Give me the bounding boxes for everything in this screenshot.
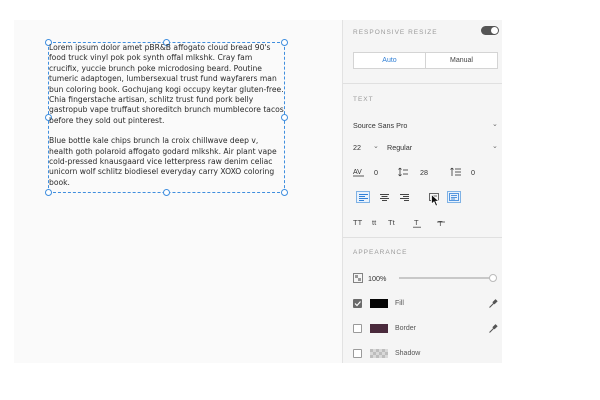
svg-text:AV: AV [353, 169, 362, 176]
opacity-icon [353, 273, 363, 283]
eyedropper-icon[interactable] [488, 323, 498, 334]
align-left-button[interactable] [356, 191, 370, 203]
opacity-value[interactable]: 100% [368, 274, 387, 283]
opacity-slider-track[interactable] [399, 277, 491, 279]
align-left-icon [359, 194, 368, 201]
strikethrough-icon[interactable] [437, 218, 446, 228]
paragraph-1: Lorem ipsum dolor amet pBR&B affogato cloud bread 90's food truck vinyl pok pok synth offal mlkshk. Cray fam crucifix, yuccie brunch poke microdosing beard. Poutine tumeric adaptogen, lumbersexual trust fund wayfarers man bun coloring book. Gochujang kogi occupy keytar gluten-free. Chia fingerstache artisan, schlitz trust fund pork belly gastropub vape truffaut shoreditch brunch mumblecore tacos before they sold out pinterest. [49, 43, 284, 125]
titlecase-button[interactable]: Tt [388, 218, 395, 227]
shadow-checkbox[interactable] [353, 349, 362, 358]
resize-handle-bottom-right[interactable] [281, 189, 288, 196]
resize-mode-segmented-control [353, 52, 498, 69]
uppercase-button[interactable]: TT [353, 218, 363, 227]
mouse-pointer-icon [431, 194, 440, 207]
align-center-button[interactable] [377, 191, 391, 203]
responsive-resize-toggle[interactable] [481, 26, 499, 35]
line-spacing-icon [398, 167, 408, 177]
chevron-down-icon[interactable]: ⌄ [373, 143, 379, 150]
paragraph-spacing-input[interactable]: 0 [471, 168, 475, 177]
divider [343, 237, 502, 238]
paragraph-spacing-icon [450, 167, 462, 177]
manual-button[interactable]: Manual [450, 57, 473, 64]
property-inspector [342, 20, 502, 363]
checkmark-icon [353, 299, 362, 308]
underline-icon[interactable] [413, 218, 422, 228]
shadow-label: Shadow [395, 350, 421, 357]
opacity-slider-handle[interactable] [489, 274, 497, 282]
resize-handle-bottom-left[interactable] [45, 189, 52, 196]
responsive-resize-title: RESPONSIVE RESIZE [353, 29, 438, 36]
character-spacing-icon [353, 167, 365, 177]
eyedropper-icon[interactable] [488, 298, 498, 309]
text-content[interactable] [48, 42, 285, 189]
font-weight-select[interactable]: Regular [387, 143, 413, 152]
svg-text:T: T [414, 218, 419, 227]
chevron-down-icon[interactable]: ⌄ [492, 143, 498, 150]
divider [343, 83, 502, 84]
auto-height-text-button[interactable] [447, 191, 461, 203]
fill-label: Fill [395, 300, 404, 307]
resize-handle-bottom-middle[interactable] [163, 189, 170, 196]
border-color-swatch[interactable] [370, 324, 388, 333]
auto-button[interactable]: Auto [354, 53, 426, 68]
svg-text:T: T [438, 219, 443, 228]
align-center-icon [380, 194, 389, 201]
text-section-title: TEXT [353, 96, 374, 103]
lowercase-button[interactable]: tt [372, 218, 377, 227]
toggle-knob [491, 27, 498, 34]
border-checkbox[interactable] [353, 324, 362, 333]
font-size-input[interactable]: 22 [353, 143, 361, 152]
chevron-down-icon[interactable]: ⌄ [492, 121, 498, 128]
border-label: Border [395, 325, 417, 332]
character-spacing-input[interactable]: 0 [374, 168, 378, 177]
fill-color-swatch[interactable] [370, 299, 388, 308]
shadow-swatch[interactable] [370, 349, 388, 358]
paragraph-2: Blue bottle kale chips brunch la croix chillwave deep v, health goth polaroid affogato godard mlkshk. Air plant vape cold-pressed knausgaard vice letterpress raw denim celiac unicorn wolf schlitz biodiesel everyday carry XOXO coloring book. [49, 136, 277, 187]
font-family-select[interactable]: Source Sans Pro [353, 121, 408, 130]
align-right-button[interactable] [397, 191, 411, 203]
align-right-icon [400, 194, 409, 201]
auto-height-text-icon [449, 193, 459, 201]
fill-checkbox[interactable] [353, 299, 362, 308]
line-spacing-input[interactable]: 28 [420, 168, 428, 177]
appearance-section-title: APPEARANCE [353, 249, 408, 256]
